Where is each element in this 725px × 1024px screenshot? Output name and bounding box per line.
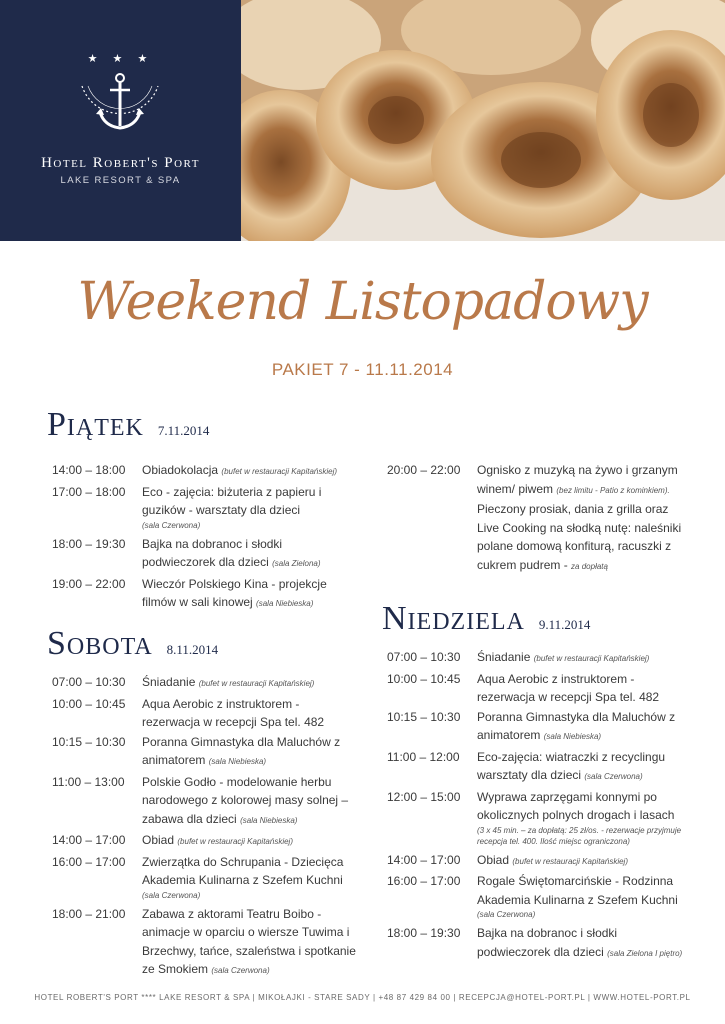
item-time: 12:00 – 15:00 bbox=[387, 789, 461, 804]
item-note: (sala Czerwona) bbox=[142, 890, 201, 900]
day-name: Niedziela bbox=[382, 600, 525, 637]
saturday-heading bbox=[47, 625, 218, 663]
day-date: 7.11.2014 bbox=[157, 423, 210, 438]
item-time: 20:00 – 22:00 bbox=[387, 463, 461, 477]
item-time: 10:15 – 10:30 bbox=[52, 734, 126, 749]
item-time: 16:00 – 17:00 bbox=[387, 874, 461, 888]
item-time: 10:00 – 10:45 bbox=[52, 696, 126, 711]
star-rating: ★ ★ ★ bbox=[87, 53, 154, 65]
item-note: (3 x 45 min. – za dopłatą: 25 zł/os. - rezerwacje przyjmuje recepcja tel. 400. Ilość miejsc ograniczona) bbox=[477, 825, 682, 846]
item-desc: Śniadanie bbox=[477, 650, 531, 664]
item-desc: Eco-zajęcia: wiatraczki z recyclingu warsztaty dla dzieci bbox=[477, 749, 666, 782]
schedule-item bbox=[52, 733, 357, 772]
item-desc: Eco - zajęcia: biżuteria z papieru i guzików - warsztaty dla dzieci bbox=[142, 484, 322, 517]
friday-schedule-left bbox=[52, 461, 357, 615]
item-note: (bez limitu - Patio z kominkiem). bbox=[556, 485, 670, 495]
item-desc: Zabawa z aktorami Teatru Boibo - animacje w oparciu o wiersze Tuwima i Brzechwy, tańce, szaleństwa i spotkanie ze Smokiem bbox=[142, 906, 356, 976]
item-note: (bufet w restauracji Kapitańskiej) bbox=[198, 679, 315, 688]
item-time: 14:00 – 17:00 bbox=[52, 833, 126, 847]
item-note: (sala Zielona) bbox=[272, 559, 321, 568]
item-desc: Aqua Aerobic z instruktorem - rezerwacja w recepcji Spa tel. 482 bbox=[477, 671, 660, 704]
schedule-item bbox=[52, 905, 357, 981]
item-desc: Obiad bbox=[477, 852, 510, 867]
item-time: 18:00 – 19:30 bbox=[387, 926, 461, 940]
item-time: 14:00 – 18:00 bbox=[52, 463, 126, 477]
page-title: Weekend Listopadowy bbox=[77, 272, 648, 332]
item-desc: Śniadanie bbox=[142, 675, 196, 689]
item-desc: Ognisko z muzyką na żywo i grzanym winem/ piwem bbox=[477, 463, 678, 496]
item-note: (sala Zielona I piętro) bbox=[607, 948, 683, 958]
day-name: Sobota bbox=[47, 625, 153, 662]
package-subtitle: PAKIET 7 - 11.11.2014 bbox=[271, 360, 454, 379]
item-desc: Wieczór Polskiego Kina - projekcje filmów w sali kinowej bbox=[142, 576, 327, 609]
item-desc: Rogale Świętomarcińskie - Rodzinna Akademia Kulinarna z Szefem Kuchni bbox=[477, 874, 678, 907]
item-time: 18:00 – 19:30 bbox=[52, 536, 126, 551]
hotel-name: Hotel Robert's Port bbox=[41, 155, 200, 171]
item-time: 10:00 – 10:45 bbox=[387, 671, 461, 686]
friday-heading bbox=[47, 406, 209, 444]
item-time: 19:00 – 22:00 bbox=[52, 576, 126, 591]
pastry-rolls-photo bbox=[241, 0, 725, 241]
item-desc-extra: Pieczony prosiak, dania z grilla oraz Live Cooking na słodką nutę: naleśniki polane domową konfiturą, racuszki z cukrem pudrem - bbox=[477, 502, 682, 572]
schedule-item bbox=[387, 670, 687, 707]
friday-schedule-right bbox=[387, 461, 687, 577]
item-note: (bufet w restauracji Kapitańskiej) bbox=[177, 837, 293, 846]
item-desc: Wyprawa zaprzęgami konnymi po okolicznych polnych drogach i lasach bbox=[477, 789, 675, 822]
item-desc: Bajka na dobranoc i słodki podwieczorek dla dzieci bbox=[477, 926, 618, 959]
schedule-item bbox=[387, 788, 687, 847]
item-time: 16:00 – 17:00 bbox=[52, 854, 126, 869]
item-time: 17:00 – 18:00 bbox=[52, 484, 126, 499]
item-time: 10:15 – 10:30 bbox=[387, 709, 461, 724]
item-note: (sala Czerwona) bbox=[211, 966, 270, 975]
schedule-item bbox=[52, 483, 357, 531]
item-time: 07:00 – 10:30 bbox=[52, 675, 126, 689]
schedule-item bbox=[52, 773, 357, 831]
item-time: 07:00 – 10:30 bbox=[387, 650, 461, 664]
schedule-item bbox=[52, 853, 357, 901]
item-time: 11:00 – 12:00 bbox=[387, 749, 460, 764]
day-date: 8.11.2014 bbox=[166, 642, 219, 657]
brand-panel bbox=[0, 0, 241, 241]
schedule-item bbox=[387, 924, 687, 963]
schedule-item bbox=[52, 695, 357, 732]
item-note: (sala Niebieska) bbox=[543, 732, 602, 741]
item-desc: Obiadokolacja bbox=[142, 463, 219, 477]
item-note: (bufet w restauracji Kapitańskiej) bbox=[221, 467, 338, 476]
item-time: 18:00 – 21:00 bbox=[52, 906, 126, 921]
item-desc: Bajka na dobranoc i słodki podwieczorek dla dzieci bbox=[142, 536, 283, 569]
saturday-schedule bbox=[52, 673, 357, 982]
item-desc: Aqua Aerobic z instruktorem - rezerwacja w recepcji Spa tel. 482 bbox=[142, 696, 325, 729]
item-note: (sala Czerwona) bbox=[584, 772, 643, 781]
item-desc: Zwierzątka do Schrupania - Dziecięca Akademia Kulinarna z Szefem Kuchni bbox=[142, 854, 344, 887]
item-desc: Poranna Gimnastyka dla Maluchów z animatorem bbox=[477, 709, 676, 742]
schedule-item bbox=[52, 461, 357, 482]
item-note: (bufet w restauracji Kapitańskiej) bbox=[533, 654, 650, 663]
item-note: (sala Czerwona) bbox=[477, 910, 536, 919]
item-time: 11:00 – 13:00 bbox=[52, 774, 125, 789]
sunday-schedule bbox=[387, 648, 687, 964]
item-note: (sala Niebieska) bbox=[256, 599, 314, 608]
item-note: (sala Niebieska) bbox=[208, 757, 267, 766]
item-note: (sala Czerwona) bbox=[142, 520, 201, 530]
schedule-item bbox=[52, 535, 357, 574]
schedule-item bbox=[387, 872, 687, 920]
item-desc: Obiad bbox=[142, 833, 175, 847]
schedule-item bbox=[52, 673, 357, 694]
hotel-subtitle: LAKE RESORT & SPA bbox=[60, 175, 181, 186]
anchor-icon bbox=[70, 64, 170, 144]
schedule-item bbox=[52, 831, 357, 852]
sunday-heading bbox=[382, 600, 590, 638]
item-desc: Polskie Godło - modelowanie herbu narodowego z kolorowej masy solnej – zabawa dla dzieci bbox=[142, 774, 349, 826]
item-desc: Poranna Gimnastyka dla Maluchów z animatorem bbox=[142, 734, 341, 767]
schedule-item bbox=[387, 708, 687, 747]
item-note: (sala Niebieska) bbox=[240, 815, 298, 825]
item-note: (bufet w restauracji Kapitańskiej) bbox=[512, 856, 628, 866]
schedule-item bbox=[387, 461, 687, 576]
schedule-item bbox=[387, 748, 687, 787]
day-date: 9.11.2014 bbox=[538, 617, 591, 632]
day-name: Piątek bbox=[47, 406, 144, 443]
schedule-item bbox=[387, 851, 687, 872]
footer-contact: HOTEL ROBERT'S PORT **** LAKE RESORT & SPA | MIKOŁAJKI - STARE SADY | +48 87 429 84 00 | RECEPCJA@HOTEL-PORT.PL | WWW.HOTEL-PORT.PL bbox=[34, 993, 691, 1002]
item-note-extra: za dopłatą bbox=[571, 561, 608, 571]
schedule-item bbox=[52, 575, 357, 614]
schedule-item bbox=[387, 648, 687, 669]
item-time: 14:00 – 17:00 bbox=[387, 852, 461, 867]
